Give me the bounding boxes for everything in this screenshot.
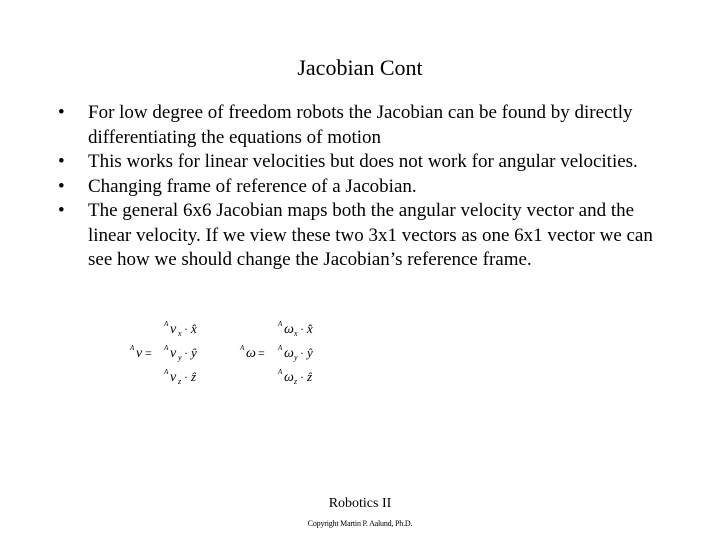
angular-velocity-equation (239, 320, 313, 386)
bullet-icon: • (58, 151, 65, 172)
v-x-symbol: v (170, 322, 177, 337)
equals-sign: = (258, 346, 265, 360)
bullet-item (58, 199, 678, 273)
copyright-notice: Copyright Martin P. Aalund, Ph.D. (307, 519, 413, 528)
v-z-subscript: z (178, 377, 182, 386)
dot-operator: · (300, 322, 304, 336)
dot-operator: · (184, 346, 188, 360)
slide-title: Jacobian Cont (297, 55, 423, 80)
omega-z-subscript: z (294, 377, 298, 386)
equals-sign: = (145, 346, 152, 360)
frame-superscript: A (164, 320, 169, 328)
frame-superscript: A (164, 344, 169, 352)
x-hat: x̂ (307, 321, 313, 336)
bullet-item (58, 175, 678, 200)
z-hat: ẑ (191, 369, 197, 384)
frame-superscript: A (278, 320, 283, 328)
bullet-text: This works for linear velocities but does not work for angular velocities. (88, 151, 638, 172)
frame-superscript: A (240, 344, 245, 352)
y-hat: ŷ (307, 345, 313, 360)
dot-operator: · (184, 370, 188, 384)
v-x-subscript: x (178, 329, 182, 338)
bullet-item (58, 101, 678, 150)
v-y-subscript: y (178, 353, 182, 362)
v-z-symbol: v (170, 370, 177, 385)
frame-superscript: A (164, 368, 169, 376)
dot-operator: · (184, 322, 188, 336)
z-hat: ẑ (307, 369, 313, 384)
velocity-equations (128, 316, 348, 396)
frame-superscript: A (278, 344, 283, 352)
y-hat: ŷ (191, 345, 197, 360)
omega-x-symbol: ω (284, 322, 294, 337)
v-lhs: v (136, 346, 143, 361)
omega-x-subscript: x (294, 329, 298, 338)
bullet-item (58, 150, 678, 175)
dot-operator: · (300, 370, 304, 384)
slide-footer: Robotics II (328, 496, 392, 511)
frame-superscript: A (278, 368, 283, 376)
x-hat: x̂ (191, 321, 197, 336)
frame-superscript: A (130, 344, 135, 352)
v-y-symbol: v (170, 346, 177, 361)
dot-operator: · (300, 346, 304, 360)
bullet-text: Changing frame of reference of a Jacobian. (88, 175, 417, 197)
bullet-text: The general 6x6 Jacobian maps both the angular velocity vector and the linear velocity. If we view these two 3x1 vectors as one 6x1 vector we can see how we should change the Jacobian’s reference frame. (88, 200, 653, 270)
bullet-text: For low degree of freedom robots the Jacobian can be found by directly differentiating the equations of motion (88, 102, 633, 148)
linear-velocity-equation (129, 320, 197, 386)
omega-lhs: ω (246, 346, 256, 361)
omega-z-symbol: ω (284, 370, 294, 385)
bullet-icon: • (58, 200, 65, 221)
bullet-list (58, 101, 678, 273)
omega-y-subscript: y (294, 353, 298, 362)
omega-y-symbol: ω (284, 346, 294, 361)
bullet-icon: • (58, 175, 65, 197)
bullet-icon: • (58, 102, 65, 123)
